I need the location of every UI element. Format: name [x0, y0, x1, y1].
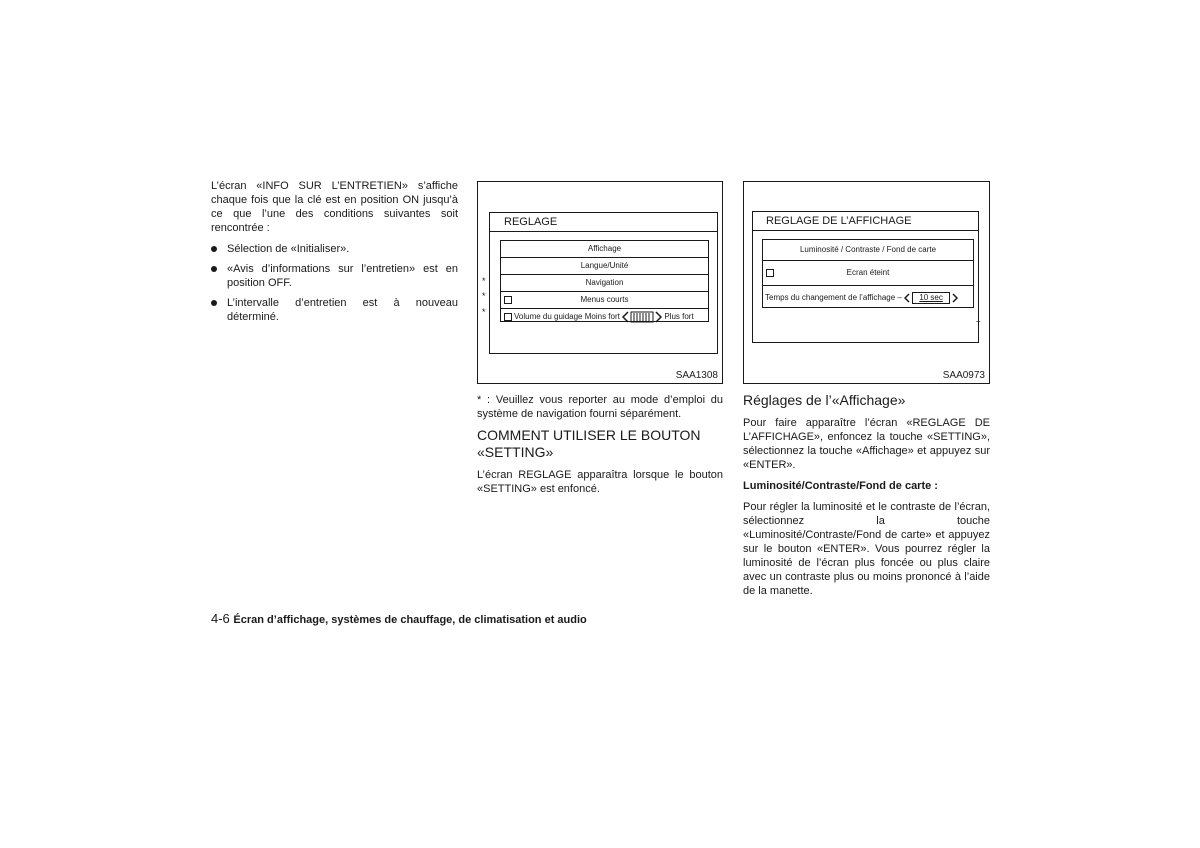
volume-more-label: Plus fort [664, 312, 694, 321]
figure-code: SAA0973 [942, 370, 985, 381]
figure-reglage-affichage [743, 181, 990, 384]
bullet-text: L’intervalle d’entretien est à nouveau déterminé. [227, 297, 458, 323]
temps-label: Temps du changement de l’affichage – [765, 293, 902, 302]
affichage-menu [762, 239, 974, 308]
menu-item-langue-unite[interactable]: Langue/Unité [501, 258, 708, 275]
right-column [743, 392, 990, 598]
volume-less-label: Moins fort [584, 312, 620, 321]
menu-item-label: Menus courts [580, 295, 629, 304]
subsection-body: Pour régler la luminosité et le contraste de l’écran, sélectionnez la touche «Luminosité/Contraste/Fond de carte» et appuyez sur le bouton «ENTER». Vous pourrez régler la luminosité de l’écran plus foncée ou plus claire avec un contraste plus ou moins prononcé à l’aide de la manette. [743, 501, 990, 597]
section-heading: Réglages de l’«Affichage» [743, 392, 906, 408]
intro-paragraph: L’écran «INFO SUR L’ENTRETIEN» s’affiche chaque fois que la clé est en position ON jusqu’à ce que l’une des conditions suivantes soit rencontrée : [211, 180, 458, 234]
figure-code: SAA1308 [675, 370, 718, 381]
menu-item-luminosite[interactable]: Luminosité / Contraste / Fond de carte [763, 240, 973, 261]
middle-column [477, 393, 723, 496]
menu-item-menus-courts[interactable] [501, 292, 708, 309]
chevron-left-icon[interactable] [904, 293, 910, 303]
section-body: Pour faire apparaître l’écran «REGLAGE DE L’AFFICHAGE», enfoncez la touche «SETTING», sélectionnez la touche «Affichage» et appuyez sur «ENTER». [743, 417, 990, 471]
menu-item-label: Ecran éteint [846, 268, 890, 277]
menu-item-ecran-eteint[interactable] [763, 261, 973, 286]
screen-title: REGLAGE DE L’AFFICHAGE [753, 212, 978, 231]
temps-plus-label: + [976, 317, 981, 326]
menu-item-temps-changement[interactable] [763, 286, 973, 309]
menu-item-affichage[interactable]: Affichage [501, 241, 708, 258]
footnote-star: * [482, 291, 486, 301]
bullet-icon [211, 266, 217, 272]
bullet-item [211, 262, 458, 290]
volume-slider-icon[interactable] [622, 311, 662, 323]
screen-title: REGLAGE [490, 213, 717, 232]
volume-label: Volume du guidage [514, 312, 583, 321]
subheading: Luminosité/Contraste/Fond de carte : [743, 480, 938, 492]
reglage-menu [500, 240, 709, 322]
left-column [211, 179, 458, 324]
chevron-right-icon[interactable] [952, 293, 958, 303]
page-number: 4-6 [211, 611, 230, 626]
affichage-screen [752, 211, 979, 343]
bullet-icon [211, 300, 217, 306]
bullet-text: Sélection de «Initialiser». [227, 243, 350, 255]
section-heading: COMMENT UTILISER LE BOUTON «SETTING» [477, 427, 701, 460]
bullet-icon [211, 246, 217, 252]
footnote-star: * [482, 276, 486, 286]
chapter-title: Écran d’affichage, systèmes de chauffage, de climatisation et audio [233, 614, 587, 626]
reglage-screen [489, 212, 718, 354]
checkbox-icon[interactable] [766, 269, 774, 277]
bullet-text: «Avis d’informations sur l’entretien» est en position OFF. [227, 263, 458, 289]
bullet-item [211, 296, 458, 324]
section-body: L’écran REGLAGE apparaîtra lorsque le bouton «SETTING» est enfoncé. [477, 469, 723, 495]
temps-value: 10 sec [912, 292, 950, 304]
checkbox-icon[interactable] [504, 296, 512, 304]
figure-reglage [477, 181, 723, 384]
page-footer [211, 611, 587, 628]
bullet-item [211, 242, 458, 256]
menu-item-navigation[interactable]: Navigation [501, 275, 708, 292]
checkbox-icon[interactable] [504, 313, 512, 321]
menu-item-volume[interactable] [501, 309, 708, 325]
footnote: * : Veuillez vous reporter au mode d’emploi du système de navigation fourni séparément. [477, 394, 723, 420]
footnote-star: * [482, 307, 486, 317]
